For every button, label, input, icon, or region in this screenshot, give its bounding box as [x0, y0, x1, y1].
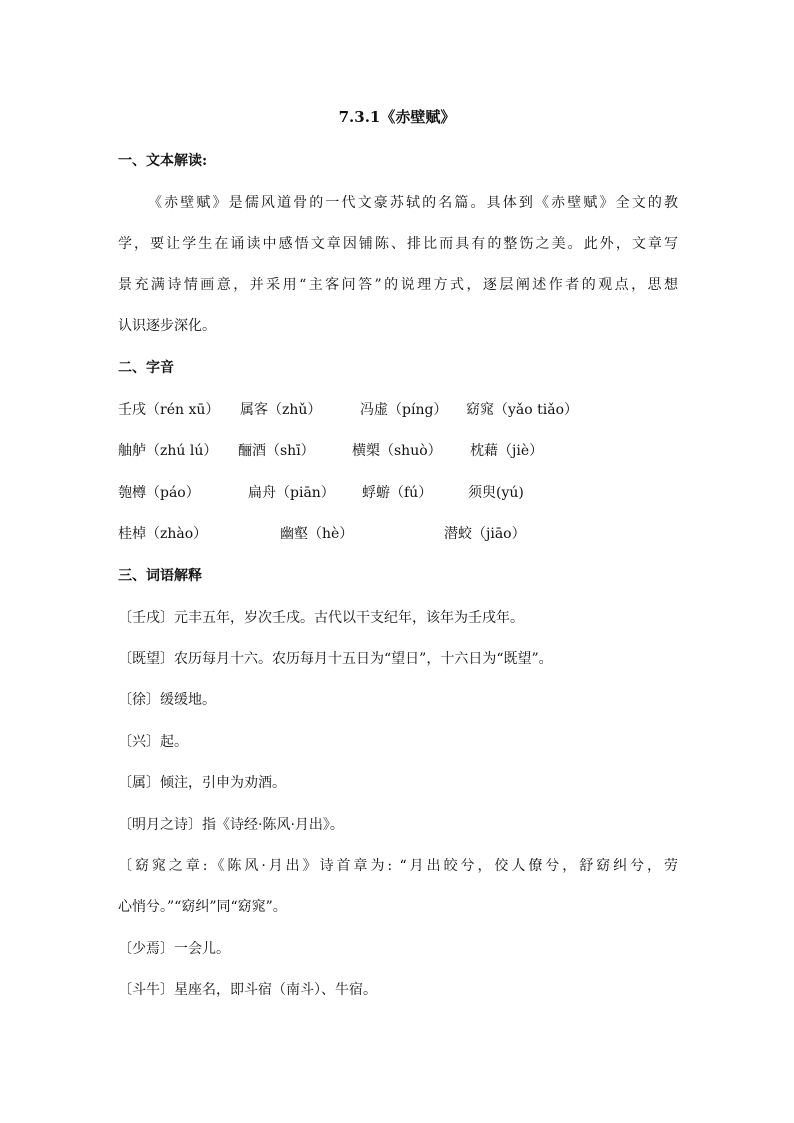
glossary-item: 〔窈窕之章:《陈风·月出》诗首章为: “月出皎兮，佼人僚兮，舒窈纠兮，劳	[118, 858, 678, 874]
glossary-item: 〔斗牛〕星座名，即斗宿（南斗）、牛宿。	[118, 982, 377, 998]
glossary-item: 〔少焉〕一会儿。	[118, 941, 230, 957]
glossary-item: 〔属〕倾注，引申为劝酒。	[118, 775, 286, 791]
glossary-item: 〔壬戌〕元丰五年，岁次壬戌。古代以干支纪年，该年为壬戌年。	[118, 610, 524, 626]
pinyin-item: 窈窕（yǎo tiǎo）	[466, 402, 579, 418]
pinyin-item: 壬戌（rén xū）	[118, 402, 220, 418]
glossary-item: 〔既望〕农历每月十六。农历每月十五日为“望日”，十六日为“既望”。	[118, 651, 553, 667]
section1-heading: 一、文本解读:	[118, 153, 208, 169]
glossary-item: 〔明月之诗〕指《诗经·陈风·月出》。	[118, 817, 344, 833]
section3-heading: 三、词语解释	[118, 568, 202, 584]
section2-heading: 二、字音	[118, 360, 174, 376]
pinyin-item: 冯虚（píng）	[360, 402, 448, 418]
pinyin-item: 桂棹（zhào）	[118, 526, 208, 542]
pinyin-item: 须臾(yú)	[468, 485, 524, 501]
pinyin-item: 横槊（shuò）	[352, 443, 442, 459]
section1-line-2: 学，要让学生在诵读中感悟文章因铺陈、排比而具有的整饬之美。此外，文章写	[118, 236, 678, 252]
pinyin-item: 属客（zhǔ）	[240, 402, 322, 418]
glossary-item: 〔徐〕缓缓地。	[118, 692, 216, 708]
pinyin-item: 舳舻（zhú lú）	[118, 443, 218, 459]
pinyin-item: 潜蛟（jiāo）	[444, 526, 526, 542]
pinyin-item: 酾酒（shī）	[238, 443, 315, 459]
glossary-item: 〔兴〕起。	[118, 734, 188, 750]
section1-line-4: 认识逐步深化。	[118, 318, 216, 334]
section1-line-1: 《赤壁赋》是儒风道骨的一代文豪苏轼的名篇。具体到《赤壁赋》全文的教	[148, 195, 678, 211]
document-title: 7.3.1《赤壁赋》	[338, 108, 456, 126]
pinyin-item: 匏樽（páo）	[118, 485, 200, 501]
pinyin-item: 幽壑（hè）	[280, 526, 354, 542]
glossary-item-continued: 心悄兮。”“窈纠”同“窈窕”。	[118, 899, 287, 915]
pinyin-item: 扁舟（piān）	[248, 485, 335, 501]
pinyin-item: 枕藉（jiè）	[470, 443, 544, 459]
section1-line-3: 景充满诗情画意，并采用“主客问答”的说理方式，逐层阐述作者的观点，思想	[118, 277, 678, 293]
pinyin-item: 蜉蝣（fú）	[362, 485, 433, 501]
